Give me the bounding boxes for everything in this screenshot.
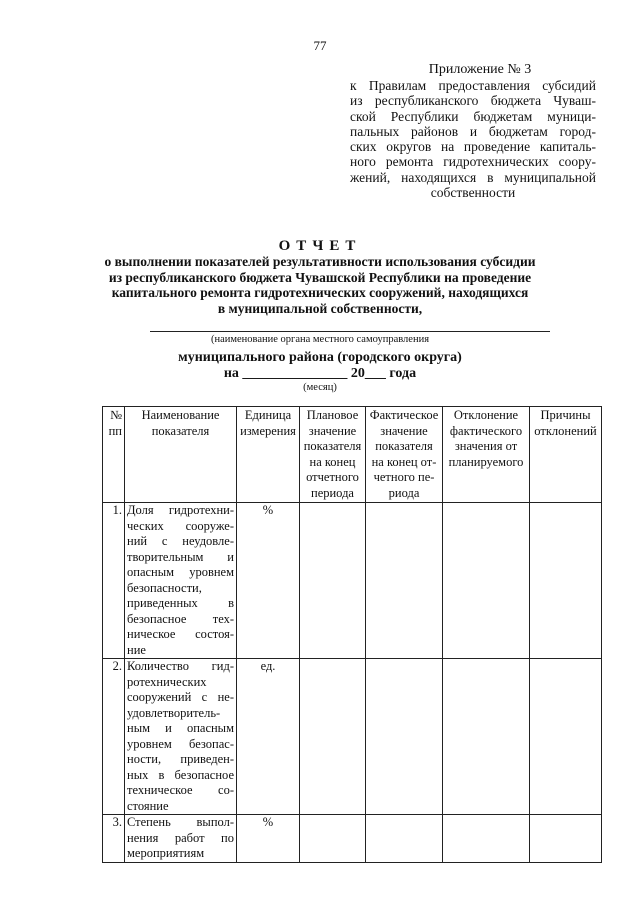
report-subtitle [100, 254, 540, 316]
text-line: безопасное тех- [127, 611, 234, 626]
page-number: 77 [313, 38, 327, 53]
row-unit: % [237, 815, 300, 863]
table-row [103, 659, 602, 815]
text-line: пп [108, 423, 122, 438]
text-line: значение [308, 423, 357, 438]
text-line: творительным и [127, 549, 234, 564]
report-subtitle-line: из республиканского бюджета Чувашской Республики на проведение [108, 269, 532, 285]
appendix-line: пальных районов и бюджетам город- [350, 123, 596, 139]
text-line: уровнем безопас- [127, 736, 234, 751]
appendix-line: жений, находящихся в муниципальной [350, 169, 596, 185]
text-line: ности, приведен- [127, 752, 234, 766]
table-row [103, 503, 602, 659]
text-line: техническое со- [127, 783, 234, 797]
row-indicator-name [125, 503, 237, 659]
text-line: на конец от- [371, 454, 437, 469]
text-line: Причины [540, 408, 591, 422]
header-reasons [530, 407, 602, 503]
text-line: Отклонение [453, 408, 519, 422]
row-indicator-name [125, 659, 237, 815]
text-line: приведенных в [127, 596, 234, 610]
appendix-line: к Правилам предоставления субсидий [350, 78, 596, 93]
row-deviation-cell[interactable] [443, 815, 530, 863]
row-actual-cell[interactable] [366, 503, 443, 659]
appendix-title: Приложение № 3 [428, 62, 532, 77]
text-line: ний с неудовле- [127, 534, 234, 548]
header-actual-value [366, 407, 443, 503]
text-line: значение [380, 423, 428, 438]
appendix-body [350, 78, 596, 200]
table-header-row [103, 407, 602, 503]
text-line: Плановое [306, 408, 359, 422]
report-subtitle-line: о выполнении показателей результативности использования субсидии [104, 254, 536, 269]
row-number: 1. [103, 503, 125, 659]
text-line: № [110, 408, 122, 422]
indicators-table [102, 406, 602, 863]
text-line: отчетного [306, 470, 359, 484]
header-indicator-name [125, 407, 237, 503]
row-deviation-cell[interactable] [443, 659, 530, 815]
text-line: ротехнических [127, 674, 207, 689]
text-line: безопасности, [127, 580, 202, 595]
text-line: измерения [240, 423, 296, 438]
text-line: планируемого [448, 454, 524, 469]
header-planned-value [300, 407, 366, 503]
report-subtitle-line: в муниципальной собственности, [217, 300, 423, 316]
row-unit: % [237, 503, 300, 659]
appendix-line: ской Республики бюджетам муници- [350, 108, 596, 124]
appendix-line: ских округов на проведение капиталь- [350, 139, 596, 155]
row-actual-cell[interactable] [366, 659, 443, 815]
text-line: показателя [375, 439, 433, 453]
text-line: Наименование [141, 408, 220, 422]
text-line: мероприятиям [127, 846, 205, 860]
text-line: показателя [151, 423, 210, 438]
text-line: фактического [449, 423, 523, 438]
text-line: значения от [454, 439, 518, 453]
text-line: Единица [244, 408, 292, 422]
row-actual-cell[interactable] [366, 815, 443, 863]
text-line: отклонений [534, 423, 597, 438]
month-caption: (месяц) [303, 382, 337, 393]
text-line: ным и опасным [127, 721, 234, 735]
text-line: опасным уровнем [127, 565, 234, 579]
report-title: ОТЧЕТ [278, 238, 362, 254]
row-planned-cell[interactable] [300, 503, 366, 659]
header-number [103, 407, 125, 503]
row-reasons-cell[interactable] [530, 659, 602, 815]
text-line: удовлетворитель- [127, 705, 221, 720]
report-date-line: на _______________ 20___ года [223, 366, 417, 381]
text-line: стояние [127, 798, 169, 813]
appendix-line: собственности [430, 185, 516, 201]
text-line: риода [388, 485, 420, 500]
row-deviation-cell[interactable] [443, 503, 530, 659]
report-subtitle-line: капитального ремонта гидротехнических сооружений, находящихся [111, 285, 529, 300]
text-line: Степень выпол- [127, 815, 234, 829]
row-planned-cell[interactable] [300, 659, 366, 815]
text-line: нения работ по [127, 830, 234, 845]
text-line: на конец [309, 454, 356, 469]
text-line: показателя [303, 439, 362, 453]
header-deviation [443, 407, 530, 503]
text-line: четного пе- [373, 470, 435, 484]
appendix-line: ного ремонта гидротехнических соору- [350, 154, 596, 170]
row-number: 2. [103, 659, 125, 815]
table-row [103, 815, 602, 863]
text-line: ческих сооруже- [127, 518, 234, 533]
text-line: ническое состоя- [127, 627, 234, 641]
municipality-line: муниципального района (городского округа) [178, 350, 462, 365]
text-line: сооружений с не- [127, 690, 234, 704]
row-number: 3. [103, 815, 125, 863]
text-line: Количество гид- [127, 659, 234, 673]
organ-caption: (наименование органа местного самоуправления [210, 334, 430, 345]
organ-name-blank-line [150, 331, 550, 332]
appendix-line: из республиканского бюджета Чуваш- [350, 93, 596, 109]
text-line: Доля гидротехни- [127, 503, 234, 517]
row-planned-cell[interactable] [300, 815, 366, 863]
header-unit [237, 407, 300, 503]
text-line: ных в безопасное [127, 767, 234, 782]
row-reasons-cell[interactable] [530, 503, 602, 659]
row-unit: ед. [237, 659, 300, 815]
text-line: ние [127, 642, 146, 657]
row-indicator-name [125, 815, 237, 863]
text-line: Фактическое [369, 408, 439, 422]
row-reasons-cell[interactable] [530, 815, 602, 863]
text-line: периода [311, 485, 354, 500]
